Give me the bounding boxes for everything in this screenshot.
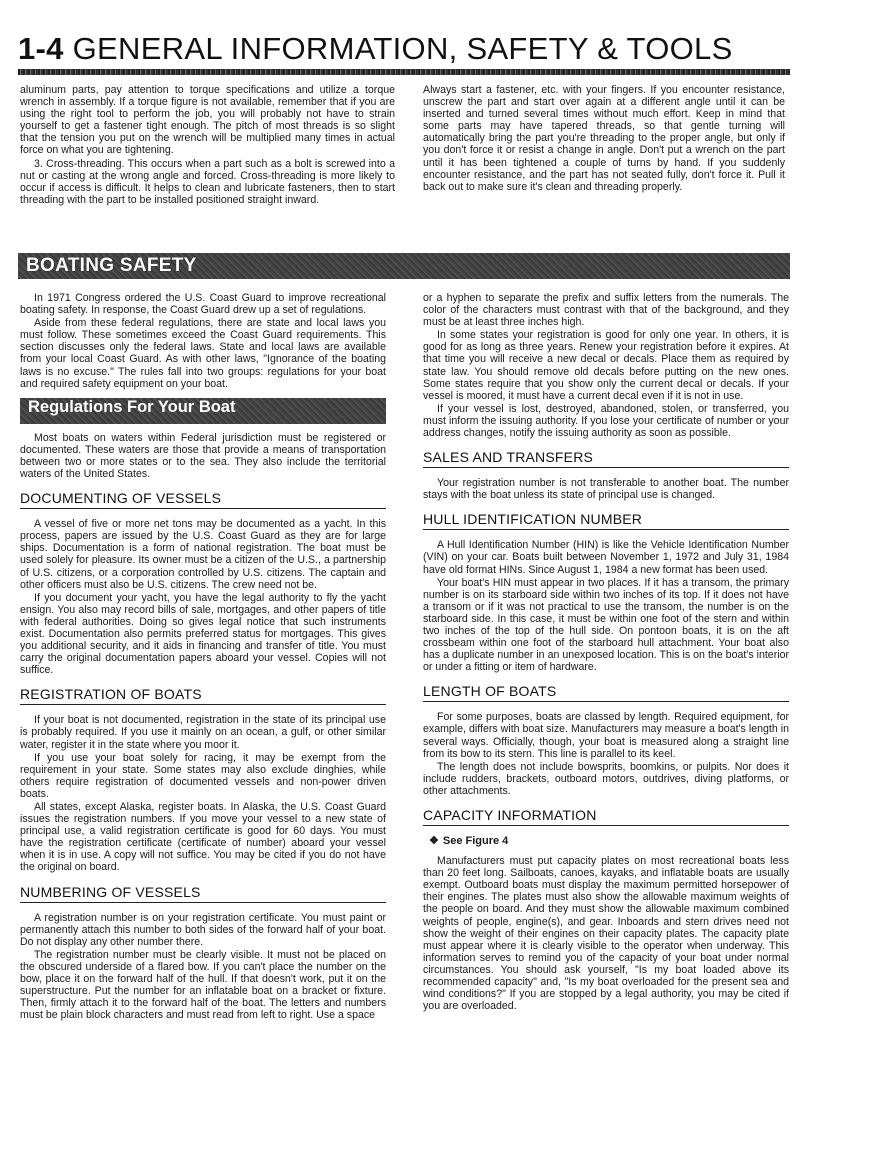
heading-documenting-vessels: DOCUMENTING OF VESSELS [20,490,386,509]
paragraph: A Hull Identification Number (HIN) is like the Vehicle Identification Number (VIN) on your car. Boats built between November 1, 1972 and July 31, 1984 have old format HINs. Since August 1, 1984 a new format has been used. [423,539,789,576]
paragraph: Your registration number is not transferable to another boat. The number stays with the boat unless its state of principal use is changed. [423,477,789,502]
top-left-column [20,84,395,207]
paragraph: In some states your registration is good for only one year. In others, it is good for as long as three years. Renew your registration before it expires. At that time you will receive a new decal or decals. Place them as required by state law. You should remove old decals before putting on the new ones. Some states require that you show only the current decal or decals. If your vessel is moored, it must have a current decal even if it is not in use. [423,329,789,402]
paragraph: 3. Cross-threading. This occurs when a part such as a bolt is screwed into a nut or casting at the wrong angle and forced. Cross-threading is more likely to occur if access is difficult. It helps to clean and lubricate fasteners, then to start threading with the part to be installed positioned straight inward. [20,157,395,206]
paragraph: The length does not include bowsprits, boomkins, or pulpits. Nor does it include rudders, brackets, outboard motors, outdrives, diving platforms, or other attachments. [423,760,789,797]
diamond-bullet-icon: ❖ [429,835,439,847]
chapter-title: GENERAL INFORMATION, SAFETY & TOOLS [72,31,733,66]
paragraph: If your boat is not documented, registration in the state of its principal use is probably required. If you use it mainly on an ocean, a gulf, or other similar water, register it in the state where you moor it. [20,714,386,751]
page-number: 1-4 [18,31,64,66]
paragraph: A vessel of five or more net tons may be documented as a yacht. In this process, papers are issued by the U.S. Coast Guard as they are for large ships. Documentation is a form of national registration. The boat must be used solely for pleasure. Its owner must be a citizen of the U.S., a partnership of U.S. citizens, or a corporation controlled by U.S. citizens. The captain and other officers must also be U.S. citizens. The crew need not be. [20,518,386,591]
section-banner-title: BOATING SAFETY [26,255,197,276]
see-figure-reference[interactable] [429,835,789,847]
subsection-banner [20,398,386,424]
paragraph: If your vessel is lost, destroyed, abandoned, stolen, or transferred, you must inform the issuing authority. If you lose your certificate of number or your address changes, notify the issuing authority as soon as possible. [423,402,789,440]
page-header [18,30,790,75]
paragraph: If you document your yacht, you have the legal authority to fly the yacht ensign. You also may record bills of sale, mortgages, and other papers of title with federal authorities. Doing so gives legal notice that such instruments exist. Documentation also permits preferred status for mortgages. This gives you additional security, and it aids in financing and transfer of title. You must carry the original documentation papers aboard your vessel. Copies will not suffice. [20,591,386,677]
heading-sales-transfers: SALES AND TRANSFERS [423,449,789,468]
top-right-column [423,84,785,194]
paragraph: or a hyphen to separate the prefix and suffix letters from the numerals. The color of the characters must contrast with that of the background, and they must be at least three inches high. [423,292,789,329]
paragraph: Aside from these federal regulations, there are state and local laws you must follow. These sometimes exceed the Coast Guard requirements. This section discusses only the federal laws. State and local laws are available from your local Coast Guard. As with other laws, "Ignorance of the boating laws is no excuse." The rules fall into two groups: regulations for your boat and required safety equipment on your boat. [20,317,386,390]
see-figure-label: See Figure 4 [442,835,509,847]
paragraph: Manufacturers must put capacity plates on most recreational boats less than 20 feet long. Sailboats, canoes, kayaks, and inflatable boats are usually exempt. Outboard boats must display the maximum permitted horsepower of their engines. The plates must also show the allowable maximum weights of the people on board. And they must show the allowable maximum combined weights of people, engine(s), and gear. Inboards and stern drives need not show the weight of their engines on their capacity plates. The capacity plate must appear where it is clearly visible to the operator when underway. This information serves to remind you of the capacity of your boat under normal circumstances. You should ask yourself, "Is my boat loaded above its recommended capacity" and, "Is my boat overloaded for the present sea and wind conditions?" If you are stopped by a legal authority, you may be cited if you are overloaded. [423,855,789,1013]
paragraph: If you use your boat solely for racing, it may be exempt from the requirement in your state. Some states may also exclude dinghies, while others require registration of documented vessels and non-power driven boats. [20,751,386,800]
paragraph: Your boat's HIN must appear in two places. If it has a transom, the primary number is on its starboard side within two inches of its top. If it does not have a transom or if it was not practical to use the transom, the number is on the starboard side. In this case, it must be within one foot of the stern and within two inches of the top of the hull side. On pontoon boats, it is on the aft crossbeam within one foot of the starboard hull attachment. Your boat also has a duplicate number in an unexposed location. This is on the boat's interior or under a fitting or item of hardware. [423,576,789,674]
right-column [423,292,789,1013]
heading-numbering-vessels: NUMBERING OF VESSELS [20,884,386,903]
heading-registration-boats: REGISTRATION OF BOATS [20,686,386,705]
paragraph: Most boats on waters within Federal jurisdiction must be registered or documented. These waters are those that provide a means of transportation between two or more states or to the sea. They also include the territorial waters of the United States. [20,431,386,481]
paragraph: A registration number is on your registration certificate. You must paint or permanently attach this number to both sides of the forward half of your boat. Do not display any other number there. [20,911,386,948]
paragraph: Always start a fastener, etc. with your fingers. If you encounter resistance, unscrew the part and start over again at a different angle until it can be inserted and turned several times without much effort. Keep in mind that some parts may have tapered threads, so that gentle turning will automatically bring the part you're threading to the proper angle, but only if you don't force it or resist a change in angle. Don't put a wrench on the part until it has been tightened a couple of turns by hand. If you suddenly encounter resistance, and the part has not seated fully, don't force it. Pull it back out to make sure it's clean and threading properly. [423,84,785,193]
heading-capacity-information: CAPACITY INFORMATION [423,807,789,826]
section-banner-boating-safety [18,253,790,279]
heading-length-boats: LENGTH OF BOATS [423,683,789,702]
left-column [20,292,386,1022]
paragraph: The registration number must be clearly visible. It must not be placed on the obscured underside of a flared bow. If you can't place the number on the bow, place it on the forward half of the hull. If that doesn't work, put it on the superstructure. Put the number for an inflatable boat on a bracket or fixture. Then, firmly attach it to the forward half of the boat. The letters and numbers must be plain block characters and must read from left to right. Use a space [20,948,386,1022]
paragraph: aluminum parts, pay attention to torque specifications and utilize a torque wrench in assembly. If a torque figure is not available, remember that if you are using the right tool to perform the job, you will probably not have to strain yourself to get a fastener tight enough. The pitch of most threads is so slight that the tension you put on the wrench will be multiplied many times in actual force on what you are tightening. [20,84,395,157]
paragraph: For some purposes, boats are classed by length. Required equipment, for example, differs with boat size. Manufacturers may measure a boat's length in several ways. Officially, though, your boat is measured along a straight line from its bow to its stern. This line is parallel to its keel. [423,711,789,760]
subsection-banner-title: Regulations For Your Boat [28,397,236,416]
heading-hull-identification: HULL IDENTIFICATION NUMBER [423,511,789,530]
page-title [18,30,790,68]
header-rule [18,69,790,75]
paragraph: In 1971 Congress ordered the U.S. Coast Guard to improve recreational boating safety. In response, the Coast Guard drew up a set of regulations. [20,292,386,317]
paragraph: All states, except Alaska, register boats. In Alaska, the U.S. Coast Guard issues the registration numbers. If you move your vessel to a new state of principal use, a valid registration certificate is good for 60 days. You must have the registration certificate (certificate of number) aboard your vessel when it is in use. A copy will not suffice. You may be cited if you do not have the original on board. [20,801,386,874]
